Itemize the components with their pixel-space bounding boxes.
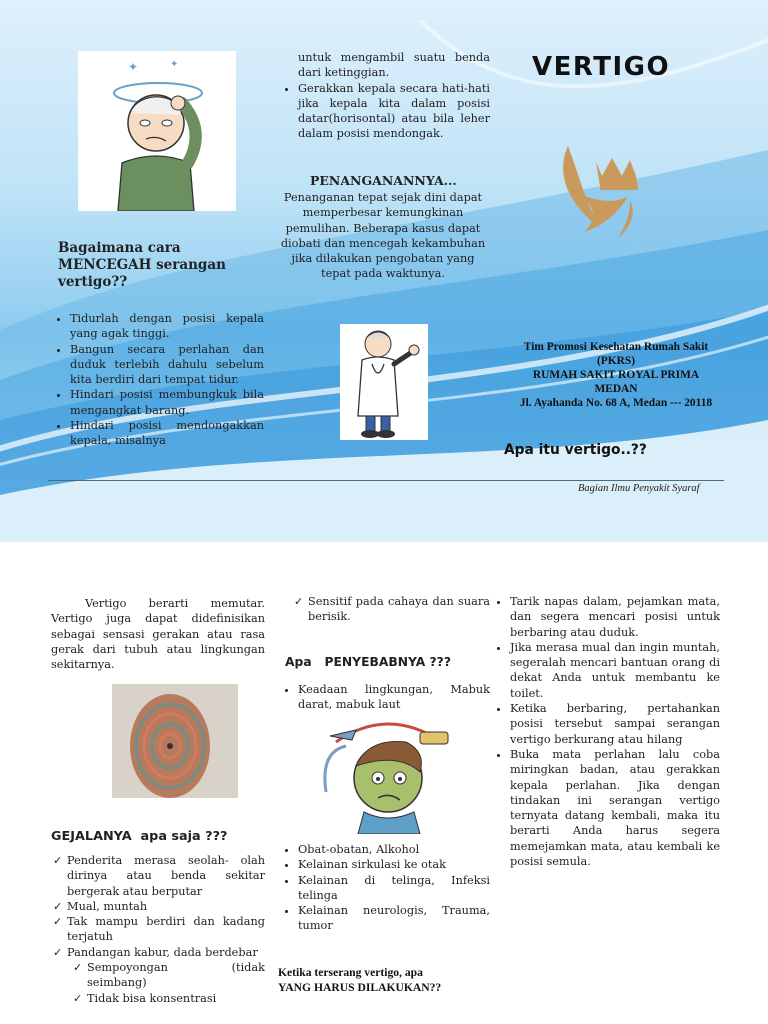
doctor-illustration bbox=[340, 324, 428, 440]
list-sub-item: ✓ Sempoyongan (tidak seimbang) bbox=[87, 960, 265, 991]
list-item: • Tarik napas dalam, pejamkan mata, dan segera mencari posisi untuk berbaring atau duduk. bbox=[510, 594, 720, 640]
list-item: • Keadaan lingkungan, Mabuk darat, mabuk laut bbox=[298, 682, 490, 713]
list-item: • Ketika berbaring, pertahankan posisi tersebut sampai serangan vertigo berkurang atau hilang bbox=[510, 701, 720, 747]
list-item: • Tidurlah dengan posisi kepala yang agak tinggi. bbox=[70, 311, 264, 342]
action-heading bbox=[278, 966, 492, 995]
cover-question: Apa itu vertigo..?? bbox=[504, 442, 647, 458]
list-item: • Gerakkan kepala secara hati-hati jika kepala kita dalam posisi datar(horisontal) atau bila leher dalam posisi mendongak. bbox=[298, 81, 490, 142]
action-list bbox=[500, 594, 720, 869]
symptoms-list bbox=[51, 853, 265, 1006]
prevent-list-continued bbox=[280, 50, 490, 142]
list-item: • Hindari posisi mendongakkan kepala, misalnya bbox=[70, 418, 264, 449]
crown-logo-icon bbox=[556, 142, 656, 242]
causes-list-top bbox=[280, 682, 490, 713]
list-item: • Kelainan sirkulasi ke otak bbox=[298, 857, 490, 872]
symptoms-list-continued bbox=[292, 594, 490, 625]
divider-line bbox=[48, 480, 724, 481]
org-line: RUMAH SAKIT ROYAL PRIMA bbox=[532, 369, 700, 381]
org-line: Tim Promosi Kesehatan Rumah Sakit bbox=[523, 341, 709, 353]
organization-block bbox=[500, 340, 732, 410]
treatment-heading: PENANGANANNYA... bbox=[310, 173, 457, 188]
action-heading-line: YANG HARUS DILAKUKAN?? bbox=[278, 980, 442, 994]
symptoms-heading: GEJALANYA apa saja ??? bbox=[51, 829, 228, 844]
list-sub-item: ✓ Tidak bisa konsentrasi bbox=[87, 991, 265, 1006]
prevent-heading bbox=[58, 240, 258, 291]
org-line: (PKRS) bbox=[597, 355, 635, 367]
department-label: Bagian Ilmu Penyakit Syaraf bbox=[578, 483, 700, 494]
prevent-heading-line: Bagaimana cara bbox=[58, 240, 181, 256]
treatment-paragraph: Penanganan tepat sejak dini dapat memperbesar kemungkinan pemulihan. Beberapa kasus dapat diobati dan mencegah kekambuhan jika dilakukan pengobatan yang tepat pada waktunya. bbox=[280, 191, 486, 281]
causes-heading: Apa PENYEBABNYA ??? bbox=[285, 655, 451, 669]
continued-text: untuk mengambil suatu benda dari ketinggian. bbox=[298, 51, 490, 80]
list-item: • Buka mata perlahan lalu coba miringkan badan, atau gerakkan kepala perlahan. Jika dengan tindakan ini serangan vertigo ternyata datang kembali, maka itu berarti Anda harus segera memejamkan mata, atau kembali ke posisi semula. bbox=[510, 747, 720, 869]
motion-sick-child-illustration bbox=[316, 712, 460, 834]
list-item: • Jika merasa mual dan ingin muntah, segeralah mencari bantuan orang di dekat Anda untuk membantu ke toilet. bbox=[510, 640, 720, 701]
dizzy-face-photo bbox=[112, 684, 238, 798]
org-line: MEDAN bbox=[594, 383, 638, 395]
list-item: • Kelainan di telinga, Infeksi telinga bbox=[298, 873, 490, 904]
list-item: ✓ Sensitif pada cahaya dan suara berisik. bbox=[308, 594, 490, 625]
prevent-heading-line: MENCEGAH serangan bbox=[58, 257, 226, 273]
list-item: • Obat-obatan, Alkohol bbox=[298, 842, 490, 857]
org-line: Jl. Ayahanda No. 68 A, Medan --- 20118 bbox=[519, 397, 713, 409]
svg-text:✦: ✦ bbox=[170, 59, 179, 70]
prevent-list bbox=[52, 311, 264, 449]
list-item: ✓ Pandangan kabur, dada berdebar bbox=[67, 945, 265, 960]
list-item: ✓ Penderita merasa seolah- olah dirinya atau benda sekitar bergerak atau berputar bbox=[67, 853, 265, 899]
list-item: • Bangun secara perlahan dan duduk terlebih dahulu sebelum kita berdiri dari tempat tidur. bbox=[70, 342, 264, 388]
dizzy-man-illustration bbox=[78, 51, 236, 211]
list-item: ✓ Mual, muntah bbox=[67, 899, 265, 914]
list-item: • Kelainan neurologis, Trauma, tumor bbox=[298, 903, 490, 934]
action-heading-line: Ketika terserang vertigo, apa bbox=[278, 966, 423, 979]
svg-text:✦: ✦ bbox=[128, 60, 139, 74]
cover-title: VERTIGO bbox=[532, 52, 671, 82]
list-item: • Hindari posisi membungkuk bila mengangkat barang. bbox=[70, 387, 264, 418]
definition-paragraph: Vertigo berarti memutar. Vertigo juga dapat didefinisikan sebagai sensasi gerakan atau rasa gerak dari tubuh atau lingkungan sekitarnya. bbox=[51, 597, 265, 672]
causes-list-bottom bbox=[280, 842, 490, 934]
prevent-heading-line: vertigo?? bbox=[58, 274, 128, 290]
list-item: ✓ Tak mampu berdiri dan kadang terjatuh bbox=[67, 914, 265, 945]
